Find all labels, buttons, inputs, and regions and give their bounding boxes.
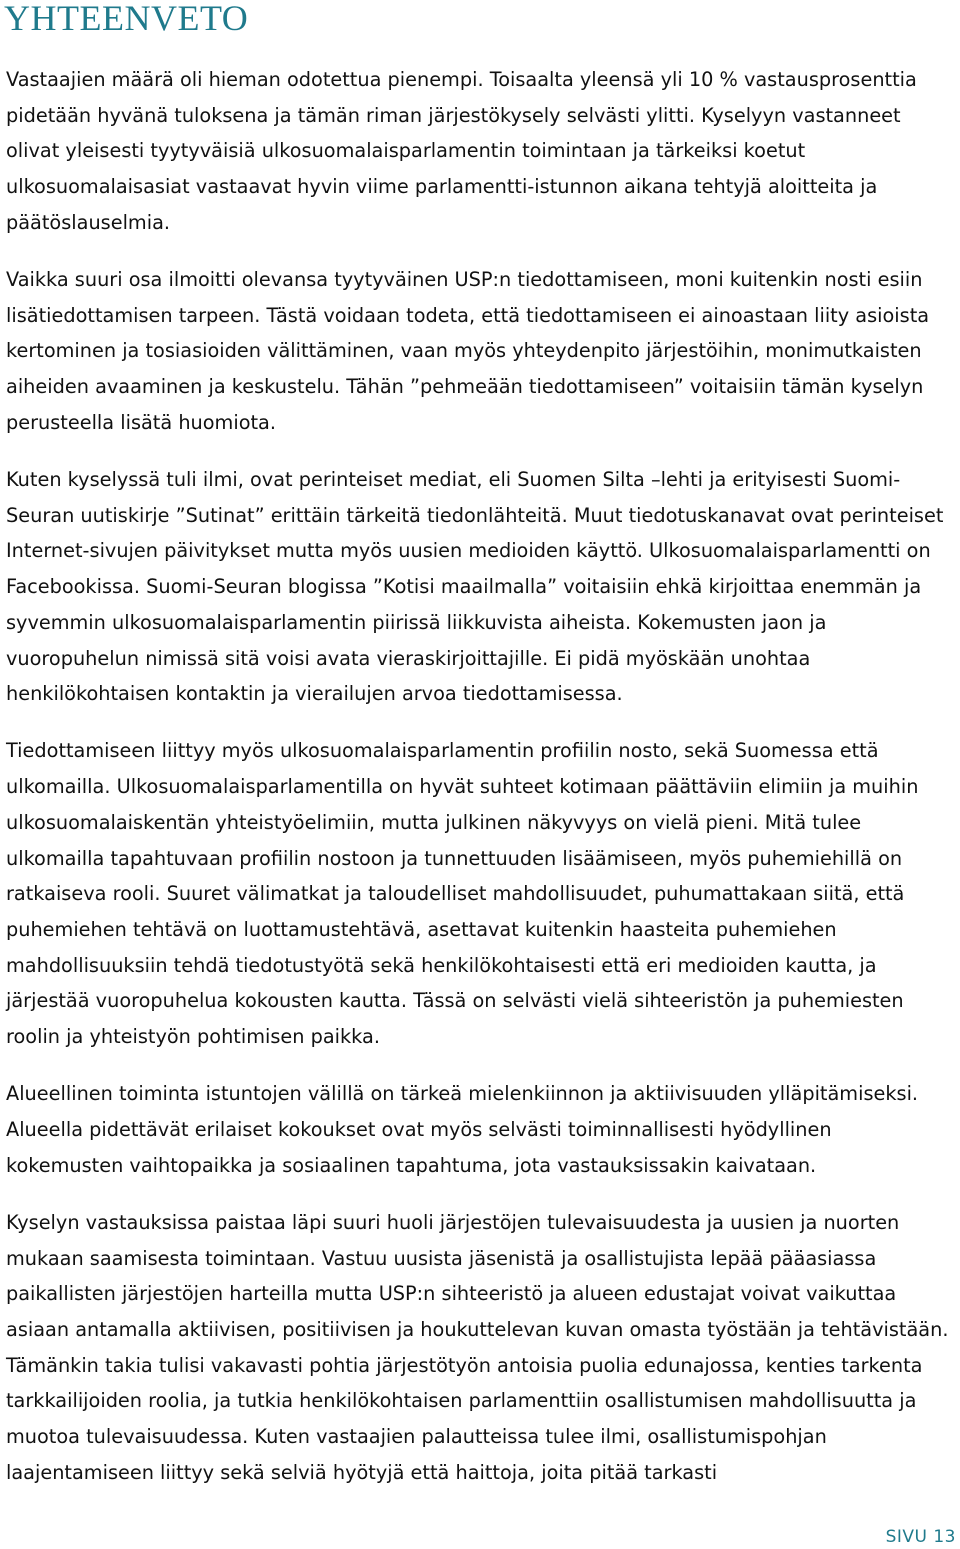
page-heading: YHTEENVETO [4,0,249,38]
paragraph-response-count: Vastaajien määrä oli hieman odotettua pienempi. Toisaalta yleensä yli 10 % vastausprosenttia pidetään hyvänä tuloksena ja tämän riman järjestökysely selvästi ylitti. Kyselyyn vastanneet olivat yleisesti tyytyväisiä ulkosuomalaisparlamentin toimintaan ja tärkeiksi koetut ulkosuomalaisasiat vastaavat hyvin viime parlamentti-istunnon aikana tehtyjä aloitteita ja päätöslauselmia. [6,68,917,234]
paragraph-organisation-future: Kyselyn vastauksissa paistaa läpi suuri huoli järjestöjen tulevaisuudesta ja uusien ja nuorten mukaan saamisesta toimintaan. Vastuu uusista jäsenistä ja osallistujista lepää pääasiassa paikallisten järjestöjen harteilla mutta USP:n sihteeristö ja alueen edustajat voivat vaikuttaa asiaan antamalla aktiivisen, positiivisen ja houkuttelevan kuvan omasta työstään ja tehtävistään. Tämänkin takia tulisi vakavasti pohtia järjestötyön antoisia puolia edunajossa, kenties tarkenta tarkkailijoiden roolia, ja tutkia henkilökohtaisen parlamenttiin osallistumisen mahdollisuutta ja muotoa tulevaisuudessa. Kuten vastaajien palautteissa tulee ilmi, osallistumispohjan laajentamiseen liittyy sekä selviä hyötyjä että haittoja, joita pitää tarkasti [6,1210,949,1484]
body-text [6,62,950,1512]
paragraph-media-channels: Kuten kyselyssä tuli ilmi, ovat perinteiset mediat, eli Suomen Silta –lehti ja erityisesti Suomi-Seuran uutiskirje ”Sutinat” erittäin tärkeitä tiedonlähteitä. Muut tiedotuskanavat ovat perinteiset Internet-sivujen päivitykset mutta myös uusien medioiden käyttö. Ulkosuomalaisparlamentti on Facebookissa. Suomi-Seuran blogissa ”Kotisi maailmalla” voitaisiin ehkä kirjoittaa enemmän ja syvemmin ulkosuomalaisparlamentin piirissä liikkuvista aiheista. Kokemusten jaon ja vuoropuhelun nimissä sitä voisi avata vieraskirjoittajille. Ei pidä myöskään unohtaa henkilökohtaisen kontaktin ja vierailujen arvoa tiedottamisessa. [6,468,944,706]
paragraph-regional-activity: Alueellinen toiminta istuntojen välillä on tärkeä mielenkiinnon ja aktiivisuuden ylläpitämiseksi. Alueella pidettävät erilaiset kokoukset ovat myös selvästi toiminnallisesti hyödyllinen kokemusten vaihtopaikka ja sosiaalinen tapahtuma, jota vastauksissakin kaivataan. [6,1082,919,1177]
page-number: SIVU 13 [885,1527,956,1547]
paragraph-profile-raising: Tiedottamiseen liittyy myös ulkosuomalaisparlamentin profiilin nosto, sekä Suomessa että ulkomailla. Ulkosuomalaisparlamentilla on hyvät suhteet kotimaan päättäviin elimiin ja muihin ulkosuomalaiskentän yhteistyöelimiin, mutta julkinen näkyvyys on vielä pieni. Mitä tulee ulkomailla tapahtuvaan profiilin nostoon ja tunnettuuden lisäämiseen, myös puhemiehillä on ratkaiseva rooli. Suuret välimatkat ja taloudelliset mahdollisuudet, puhumattakaan siitä, että puhemiehen tehtävä on luottamustehtävä, asettavat kuitenkin haasteita puhemiehen mahdollisuuksiin tehdä tiedotustyötä sekä henkilökohtaisesti että eri medioiden kautta, ja järjestää vuoropuhelua kokousten kautta. Tässä on selvästi vielä sihteeristön ja puhemiesten roolin ja yhteistyön pohtimisen paikka. [6,739,919,1049]
paragraph-communication-needs: Vaikka suuri osa ilmoitti olevansa tyytyväinen USP:n tiedottamiseen, moni kuitenkin nosti esiin lisätiedottamisen tarpeen. Tästä voidaan todeta, että tiedottamiseen ei ainoastaan liity asioista kertominen ja tosiasioiden välittäminen, vaan myös yhteydenpito järjestöihin, monimutkaisten aiheiden avaaminen ja keskustelu. Tähän ”pehmeään tiedottamiseen” voitaisiin tämän kyselyn perusteella lisätä huomiota. [6,268,930,434]
